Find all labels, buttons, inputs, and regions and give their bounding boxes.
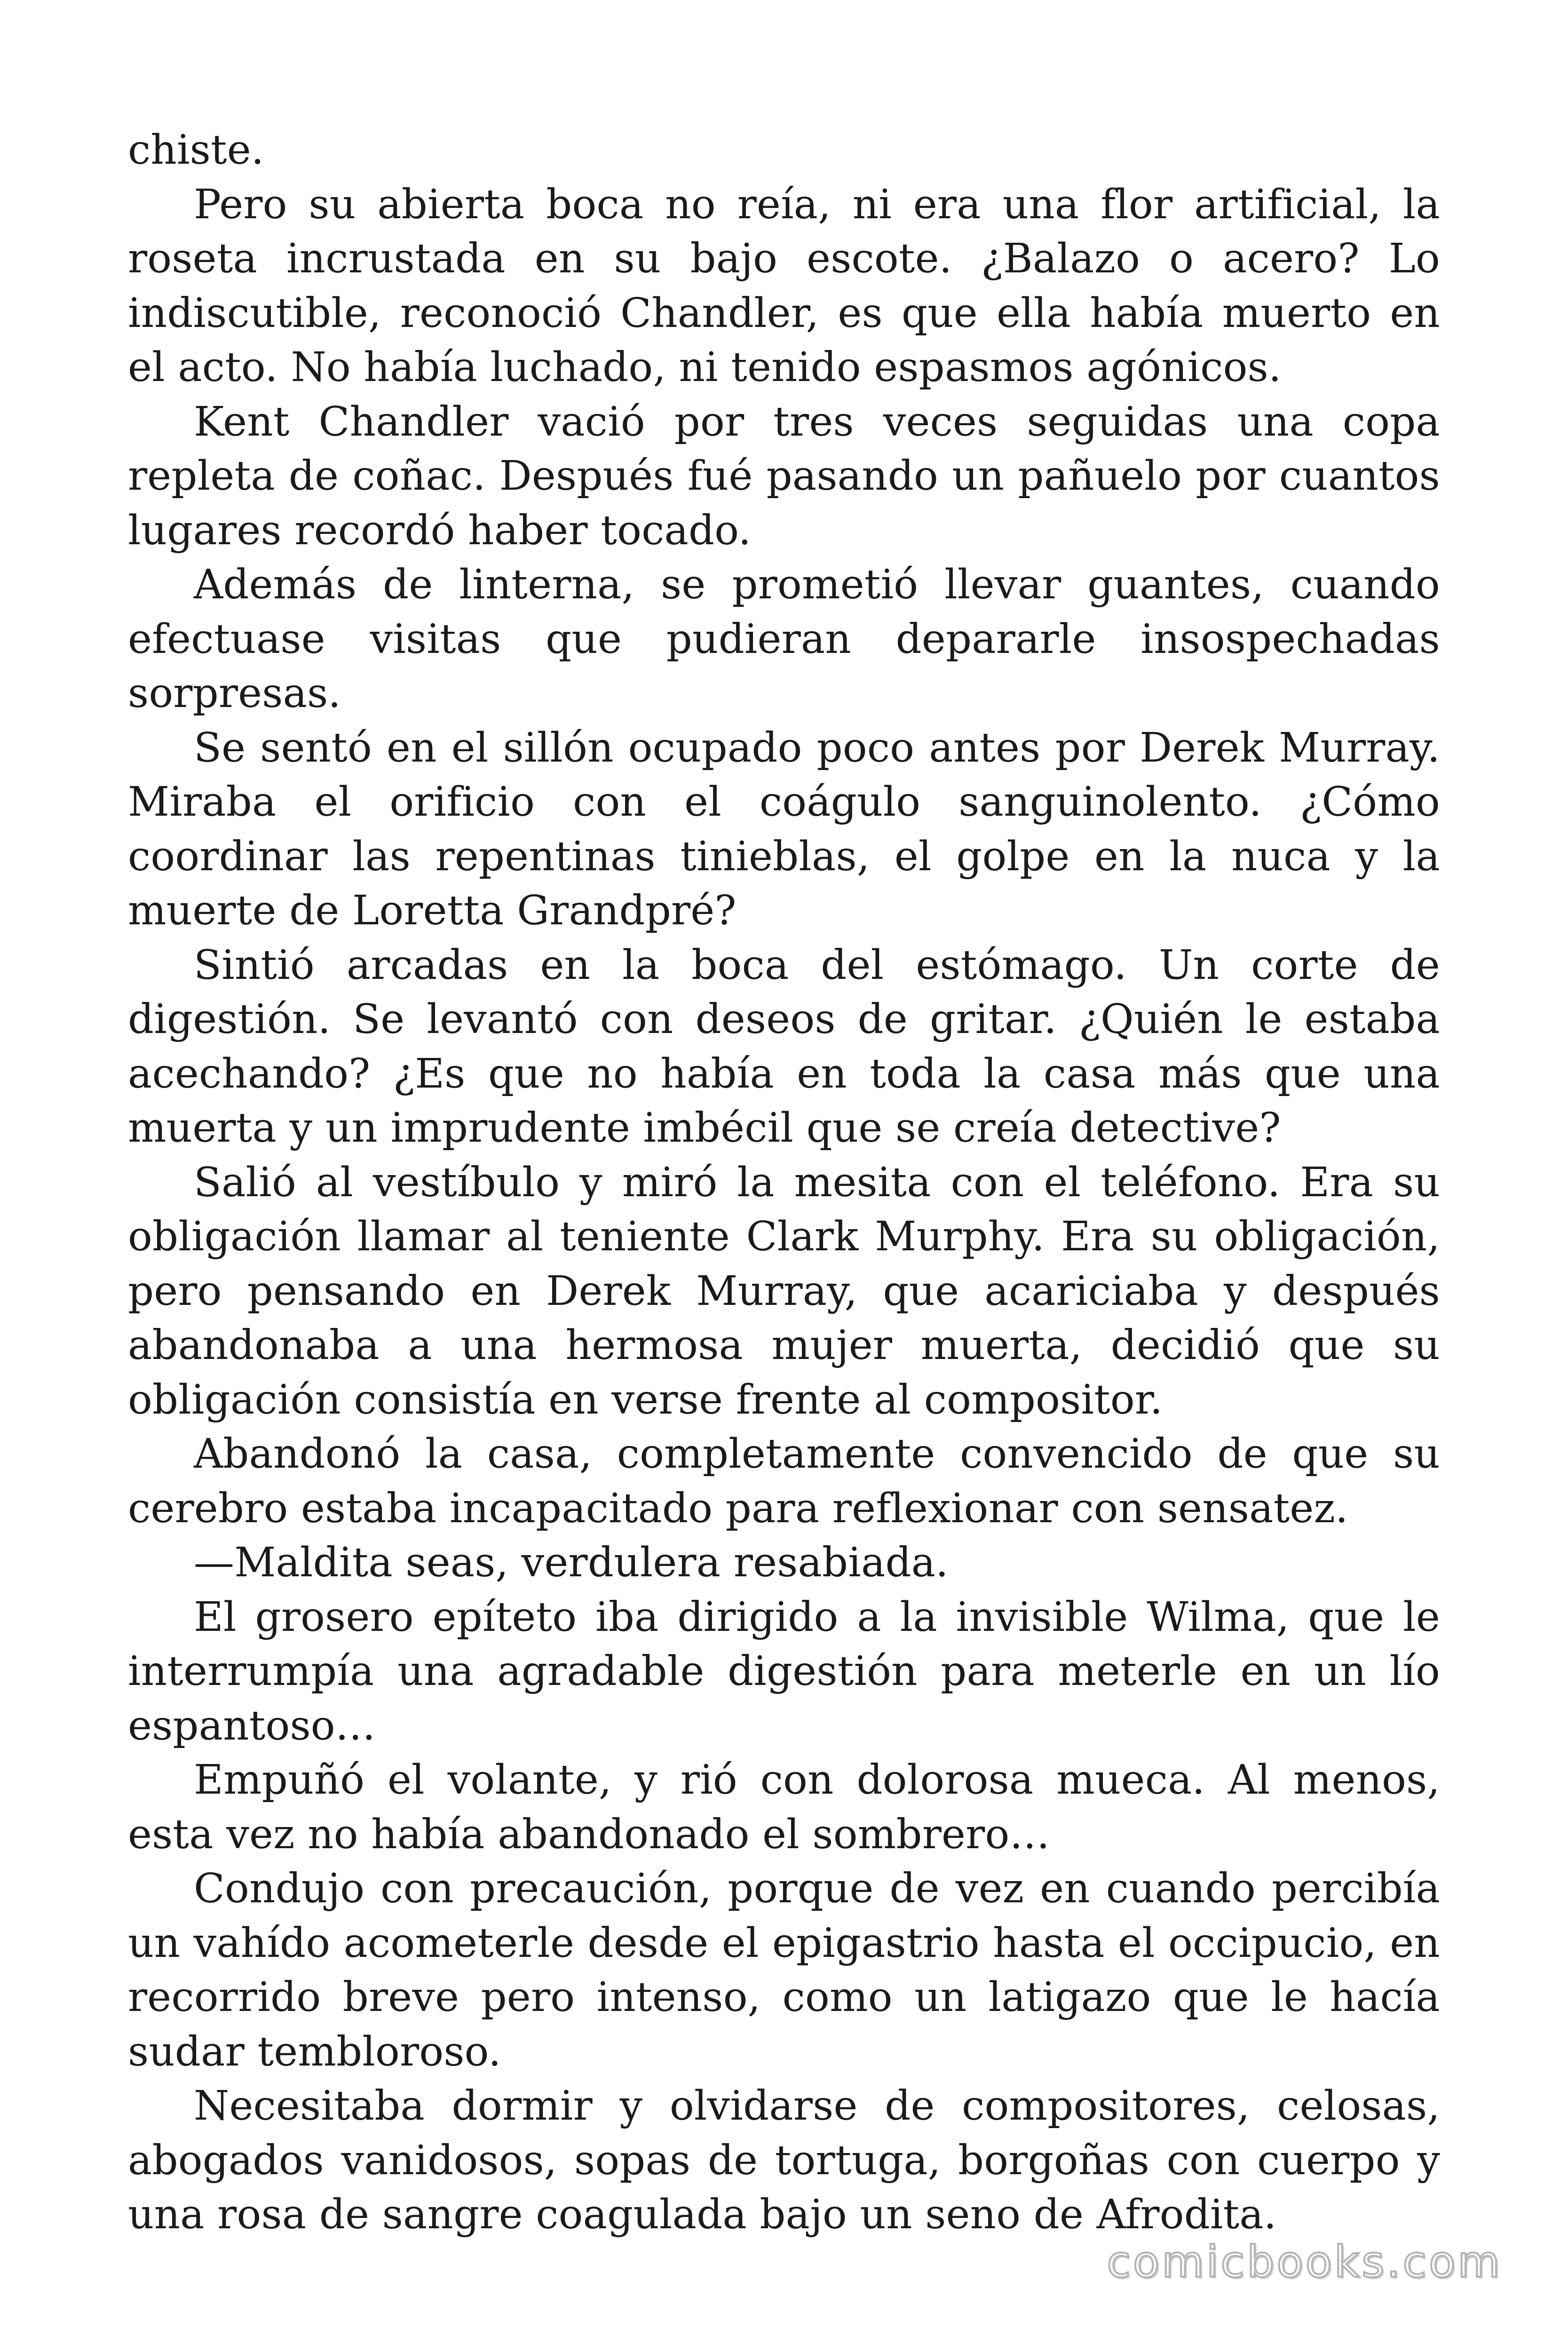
paragraph: Kent Chandler vació por tres veces seguidas una copa repleta de coñac. Después fué pasando un pañuelo por cuantos lugares recordó haber tocado. (128, 398, 1440, 554)
watermark: comicbooks.com (1107, 2237, 1502, 2287)
paragraph: Abandonó la casa, completamente convencido de que su cerebro estaba incapacitado para reflexionar con sensatez. (128, 1430, 1440, 1532)
body-text (128, 123, 1440, 2242)
paragraph-dialogue: —Maldita seas, verdulera resabiada. (194, 1539, 949, 1586)
paragraph: Empuñó el volante, y rió con dolorosa mueca. Al menos, esta vez no había abandonado el sombrero… (128, 1756, 1440, 1858)
paragraph: Sintió arcadas en la boca del estómago. Un corte de digestión. Se levantó con deseos de gritar. ¿Quién le estaba acechando? ¿Es que no había en toda la casa más que una muerta y un imprudente imbécil que se creía detective? (128, 941, 1440, 1152)
paragraph: Necesitaba dormir y olvidarse de compositores, celosas, abogados vanidosos, sopas de tortuga, borgoñas con cuerpo y una rosa de sangre coagulada bajo un seno de Afrodita. (128, 2082, 1440, 2238)
paragraph: Además de linterna, se prometió llevar guantes, cuando efectuase visitas que pudieran depararle insospechadas sorpresas. (128, 561, 1440, 717)
paragraph: Se sentó en el sillón ocupado poco antes por Derek Murray. Miraba el orificio con el coágulo sanguinolento. ¿Cómo coordinar las repentinas tinieblas, el golpe en la nuca y la muerte de Loretta Grandpré? (128, 724, 1440, 934)
paragraph: Salió al vestíbulo y miró la mesita con el teléfono. Era su obligación llamar al teniente Clark Murphy. Era su obligación, pero pensando en Derek Murray, que acariciaba y después abandonaba a una hermosa mujer muerta, decidió que su obligación consistía en verse frente al compositor. (128, 1159, 1440, 1423)
paragraph: El grosero epíteto iba dirigido a la invisible Wilma, que le interrumpía una agradable digestión para meterle en un lío espantoso… (128, 1593, 1440, 1749)
paragraph: Condujo con precaución, porque de vez en cuando percibía un vahído acometerle desde el epigastrio hasta el occipucio, en recorrido breve pero intenso, como un latigazo que le hacía sudar tembloroso. (128, 1865, 1440, 2075)
paragraph: Pero su abierta boca no reía, ni era una flor artificial, la roseta incrustada en su bajo escote. ¿Balazo o acero? Lo indiscutible, reconoció Chandler, es que ella había muerto en el acto. No había luchado, ni tenido espasmos agónicos. (128, 181, 1440, 391)
paragraph: chiste. (128, 127, 264, 174)
